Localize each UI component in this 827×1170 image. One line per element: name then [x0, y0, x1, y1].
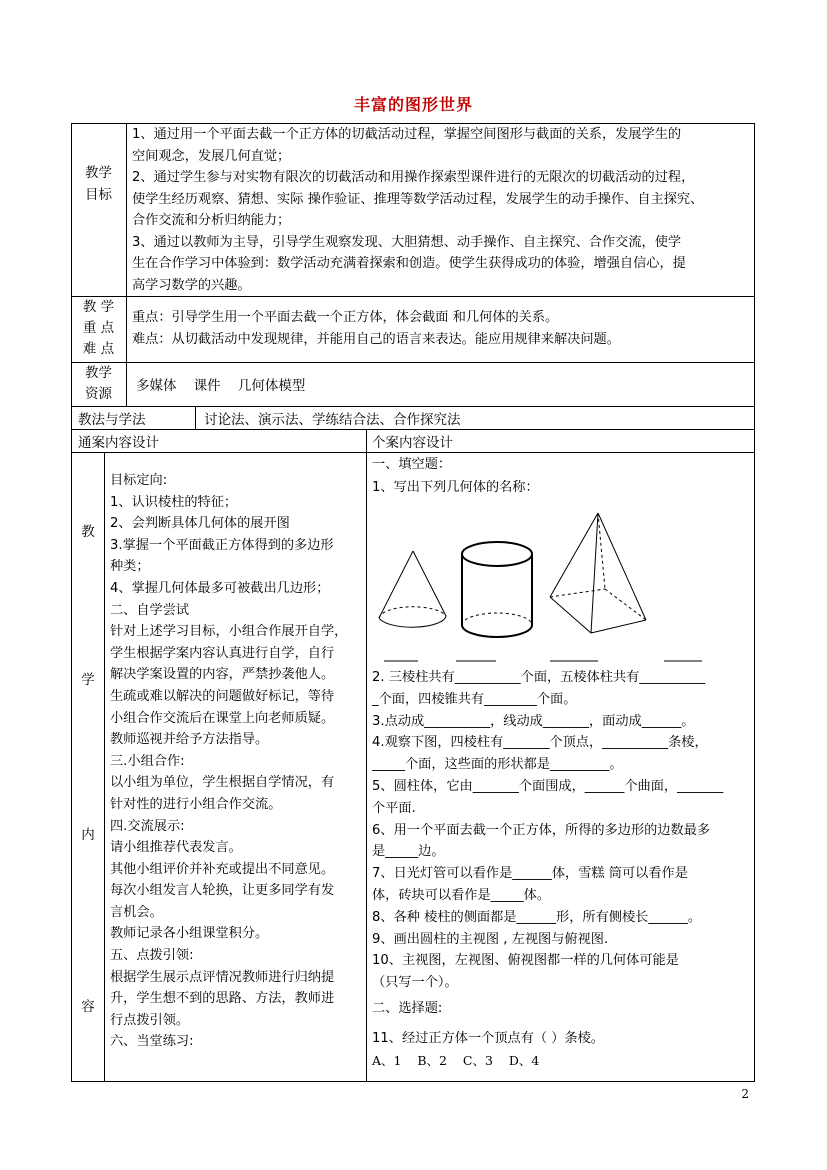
question-line: _个面，四棱锥共有________个面。 — [372, 691, 577, 707]
resources-label: 教学 资源 — [85, 365, 112, 402]
question-line: 个平面. — [372, 800, 416, 816]
question-line: 5、圆柱体，它由_______个面围成，______个曲面，_______ — [372, 778, 724, 794]
question-line: 体，砖块可以看作是_____体。 — [372, 887, 551, 903]
left-content: 目标定向: 1、认识棱柱的特征； 2、会判断具体几何体的展开图 3.掌握一个平面截正方体得到的多边形 种类； 4、掌握几何体最多可被截出几边形； 二、自学尝试 针对上述学习目标，小组合作展开自学， 学生根据学案内容认真进行自学，自行 解决学案设置的内容，严禁抄袭他人。 生疏或难以解决的问题做好标记，等待 小组合作交流后在课堂上向老师质疑。 教师巡视并给予方法指导。 三.小组合作: 以小组为单位，学生根据自学情况，有 针对性的进行小组合作交流。 四.交流展示: 请小组推荐代表发言。 其他小组评价并补充或提出不同意见。 每次小组发言人轮换，让更多同学有发 言机会。 教师记录各小组课堂积分。 五、点拨引领: 根据学生展示点评情况教师进行归纳提 升，学生想不到的思路、方法，教师进 行点拨引领。 六、当堂练习: — [110, 473, 348, 1050]
section-heading: 二、选择题: — [372, 1000, 443, 1016]
objective-line: 空间观念，发展几何直觉； — [132, 148, 291, 164]
side-label-char: 学 — [81, 672, 95, 688]
objective-line: 高学习数学的兴趣。 — [132, 277, 251, 293]
answer-options: A、1 B、2 C、3 D、4 — [372, 1052, 540, 1068]
methods-text: 讨论法、演示法、学练结合法、合作探究法 — [204, 412, 461, 428]
objective-line: 3、通过以教师为主导，引导学生观察发现、大胆猜想、动手操作、自主探究、合作交流，使学 — [132, 234, 682, 250]
resources-text: 多媒体 课件 几何体模型 — [136, 378, 306, 394]
page-number: 2 — [741, 1087, 749, 1101]
question-line: 8、各种 棱柱的侧面都是______形，所有侧棱长______。 — [372, 909, 702, 925]
objective-line: 2、通过学生参与对实物有限次的切截活动和用操作探索型课件进行的无限次的切截活动的过程， — [132, 170, 695, 185]
objective-line: 使学生经历观察、猜想、实际 操作验证、推理等数学活动过程，发展学生的动手操作、自主探究、 — [132, 191, 704, 207]
objectives-label: 教学 目标 — [85, 165, 112, 203]
question-line: 3.点动成__________，线动成_______，面动成______。 — [372, 713, 695, 729]
question-line: 4.观察下图，四棱柱有_______个顶点，__________条棱， — [372, 735, 708, 751]
cone-icon — [379, 551, 446, 627]
objective-line: 合作交流和分析归纳能力； — [132, 213, 291, 228]
question-line: 10、主视图，左视图、俯视图都一样的几何体可能是 — [372, 953, 679, 969]
objective-line: 1、通过用一个平面去截一个正方体的切截活动过程，掌握空间图形与截面的关系，发展学生的 — [132, 127, 682, 142]
right-questions — [372, 667, 754, 1071]
left-column-header: 通案内容设计 — [78, 435, 159, 451]
side-label-char: 容 — [81, 999, 95, 1015]
section-heading: 一、填空题： — [372, 457, 452, 472]
difficulty-line: 难点：从切截活动中发现规律，并能用自己的语言来表达。能应用规律来解决问题。 — [132, 332, 620, 347]
document-title: 丰富的图形世界 — [353, 95, 473, 114]
key-points-label: 教 学 重 点 难 点 — [82, 299, 115, 357]
methods-label: 教法与学法 — [78, 412, 146, 428]
question-line: 6、用一个平面去截一个正方体，所得的多边形的边数最多 — [372, 822, 711, 838]
geometry-figures — [372, 505, 754, 665]
key-points-text — [132, 307, 754, 351]
question-line: _____个面，这些面的形状都是_________。 — [372, 757, 623, 773]
right-top-text — [372, 453, 539, 499]
question-line: （只写一个）。 — [372, 975, 458, 991]
question-line: 9、画出圆柱的主视图 , 左视图与俯视图. — [372, 931, 609, 947]
question-line: 2. 三棱柱共有__________个面，五棱体柱共有__________ — [372, 670, 706, 685]
cylinder-icon — [462, 542, 532, 637]
question-line: 是_____边。 — [372, 844, 445, 860]
question-line: 7、日光灯管可以看作是______体，雪糕 筒可以看作是 — [372, 866, 688, 882]
right-column-header: 个案内容设计 — [372, 435, 453, 451]
key-point-line: 重点：引导学生用一个平面去截一个正方体，体会截面 和几何体的关系。 — [132, 310, 559, 325]
question-line: 11、经过正方体一个顶点有（ ）条棱。 — [372, 1030, 604, 1046]
side-label-char: 内 — [81, 827, 95, 843]
side-label-char: 教 — [81, 524, 95, 540]
pyramid-icon — [550, 513, 646, 633]
objective-line: 生在合作学习中体验到：数学活动充满着探索和创造。使学生获得成功的体验，增强自信心，提 — [132, 256, 686, 271]
question-1: 1、写出下列几何体的名称： — [372, 480, 539, 495]
objectives-text — [132, 124, 754, 296]
